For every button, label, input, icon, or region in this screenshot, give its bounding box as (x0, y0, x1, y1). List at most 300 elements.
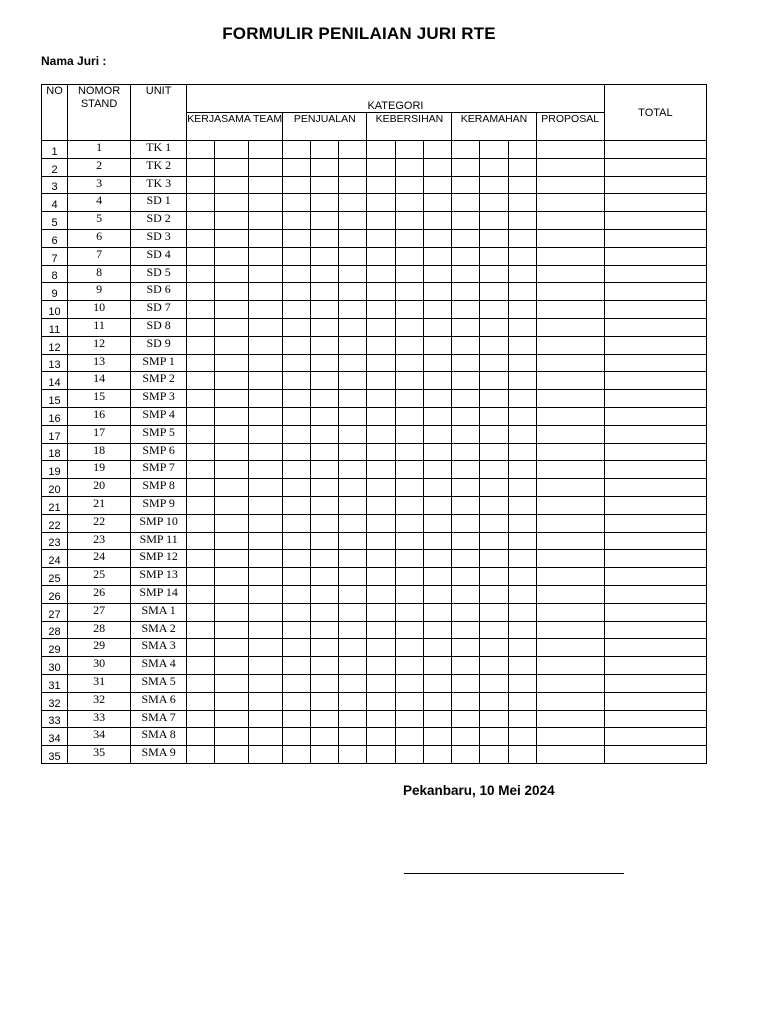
score-cell[interactable] (396, 496, 424, 514)
score-cell[interactable] (249, 301, 283, 319)
score-cell[interactable] (424, 141, 452, 159)
score-cell[interactable] (480, 746, 508, 764)
score-cell[interactable] (536, 639, 604, 657)
score-cell[interactable] (424, 674, 452, 692)
score-cell[interactable] (424, 550, 452, 568)
score-cell[interactable] (536, 301, 604, 319)
score-cell[interactable] (283, 710, 311, 728)
score-cell[interactable] (249, 390, 283, 408)
score-cell[interactable] (311, 336, 339, 354)
score-cell[interactable] (480, 390, 508, 408)
score-cell[interactable] (480, 141, 508, 159)
total-cell[interactable] (604, 283, 706, 301)
score-cell[interactable] (311, 479, 339, 497)
score-cell[interactable] (311, 283, 339, 301)
score-cell[interactable] (396, 301, 424, 319)
score-cell[interactable] (215, 158, 249, 176)
score-cell[interactable] (215, 746, 249, 764)
score-cell[interactable] (311, 621, 339, 639)
score-cell[interactable] (396, 621, 424, 639)
score-cell[interactable] (396, 746, 424, 764)
score-cell[interactable] (339, 443, 367, 461)
score-cell[interactable] (452, 568, 480, 586)
score-cell[interactable] (283, 621, 311, 639)
score-cell[interactable] (452, 283, 480, 301)
score-cell[interactable] (508, 585, 536, 603)
score-cell[interactable] (452, 372, 480, 390)
score-cell[interactable] (311, 461, 339, 479)
total-cell[interactable] (604, 301, 706, 319)
score-cell[interactable] (367, 728, 396, 746)
score-cell[interactable] (424, 443, 452, 461)
score-cell[interactable] (367, 336, 396, 354)
score-cell[interactable] (187, 550, 215, 568)
score-cell[interactable] (508, 496, 536, 514)
total-cell[interactable] (604, 194, 706, 212)
score-cell[interactable] (396, 639, 424, 657)
score-cell[interactable] (215, 176, 249, 194)
score-cell[interactable] (215, 141, 249, 159)
score-cell[interactable] (508, 265, 536, 283)
score-cell[interactable] (536, 585, 604, 603)
score-cell[interactable] (424, 479, 452, 497)
score-cell[interactable] (339, 746, 367, 764)
score-cell[interactable] (452, 461, 480, 479)
score-cell[interactable] (452, 301, 480, 319)
score-cell[interactable] (339, 603, 367, 621)
score-cell[interactable] (396, 318, 424, 336)
score-cell[interactable] (536, 318, 604, 336)
score-cell[interactable] (249, 479, 283, 497)
score-cell[interactable] (480, 194, 508, 212)
score-cell[interactable] (283, 229, 311, 247)
score-cell[interactable] (367, 283, 396, 301)
score-cell[interactable] (283, 425, 311, 443)
score-cell[interactable] (187, 479, 215, 497)
total-cell[interactable] (604, 692, 706, 710)
score-cell[interactable] (249, 318, 283, 336)
score-cell[interactable] (215, 728, 249, 746)
score-cell[interactable] (187, 390, 215, 408)
score-cell[interactable] (215, 283, 249, 301)
score-cell[interactable] (249, 621, 283, 639)
score-cell[interactable] (424, 639, 452, 657)
total-cell[interactable] (604, 425, 706, 443)
score-cell[interactable] (508, 336, 536, 354)
score-cell[interactable] (367, 229, 396, 247)
score-cell[interactable] (424, 728, 452, 746)
score-cell[interactable] (283, 746, 311, 764)
score-cell[interactable] (311, 265, 339, 283)
score-cell[interactable] (339, 728, 367, 746)
score-cell[interactable] (367, 372, 396, 390)
score-cell[interactable] (367, 657, 396, 675)
score-cell[interactable] (536, 479, 604, 497)
score-cell[interactable] (424, 176, 452, 194)
score-cell[interactable] (215, 265, 249, 283)
score-cell[interactable] (536, 425, 604, 443)
score-cell[interactable] (311, 141, 339, 159)
score-cell[interactable] (187, 585, 215, 603)
score-cell[interactable] (452, 425, 480, 443)
score-cell[interactable] (249, 158, 283, 176)
score-cell[interactable] (249, 212, 283, 230)
score-cell[interactable] (396, 674, 424, 692)
score-cell[interactable] (367, 390, 396, 408)
score-cell[interactable] (187, 657, 215, 675)
score-cell[interactable] (508, 443, 536, 461)
score-cell[interactable] (424, 692, 452, 710)
score-cell[interactable] (283, 372, 311, 390)
score-cell[interactable] (249, 568, 283, 586)
score-cell[interactable] (424, 318, 452, 336)
score-cell[interactable] (508, 639, 536, 657)
score-cell[interactable] (508, 550, 536, 568)
score-cell[interactable] (367, 176, 396, 194)
score-cell[interactable] (311, 407, 339, 425)
score-cell[interactable] (339, 407, 367, 425)
score-cell[interactable] (339, 532, 367, 550)
score-cell[interactable] (367, 443, 396, 461)
score-cell[interactable] (452, 354, 480, 372)
score-cell[interactable] (536, 354, 604, 372)
score-cell[interactable] (311, 301, 339, 319)
score-cell[interactable] (508, 621, 536, 639)
score-cell[interactable] (215, 496, 249, 514)
score-cell[interactable] (249, 674, 283, 692)
score-cell[interactable] (283, 728, 311, 746)
score-cell[interactable] (283, 407, 311, 425)
score-cell[interactable] (424, 372, 452, 390)
score-cell[interactable] (480, 354, 508, 372)
score-cell[interactable] (536, 158, 604, 176)
score-cell[interactable] (452, 229, 480, 247)
score-cell[interactable] (424, 265, 452, 283)
score-cell[interactable] (187, 372, 215, 390)
score-cell[interactable] (215, 194, 249, 212)
total-cell[interactable] (604, 318, 706, 336)
score-cell[interactable] (339, 283, 367, 301)
score-cell[interactable] (508, 532, 536, 550)
score-cell[interactable] (311, 692, 339, 710)
score-cell[interactable] (508, 461, 536, 479)
score-cell[interactable] (187, 158, 215, 176)
score-cell[interactable] (367, 496, 396, 514)
score-cell[interactable] (396, 283, 424, 301)
score-cell[interactable] (480, 176, 508, 194)
score-cell[interactable] (480, 728, 508, 746)
score-cell[interactable] (508, 318, 536, 336)
score-cell[interactable] (424, 194, 452, 212)
score-cell[interactable] (339, 585, 367, 603)
total-cell[interactable] (604, 603, 706, 621)
score-cell[interactable] (396, 407, 424, 425)
score-cell[interactable] (283, 318, 311, 336)
score-cell[interactable] (508, 390, 536, 408)
score-cell[interactable] (187, 229, 215, 247)
score-cell[interactable] (311, 603, 339, 621)
score-cell[interactable] (215, 479, 249, 497)
score-cell[interactable] (452, 141, 480, 159)
score-cell[interactable] (339, 301, 367, 319)
score-cell[interactable] (452, 158, 480, 176)
score-cell[interactable] (508, 158, 536, 176)
total-cell[interactable] (604, 372, 706, 390)
score-cell[interactable] (480, 657, 508, 675)
score-cell[interactable] (215, 710, 249, 728)
score-cell[interactable] (452, 532, 480, 550)
score-cell[interactable] (396, 336, 424, 354)
score-cell[interactable] (283, 212, 311, 230)
score-cell[interactable] (187, 674, 215, 692)
score-cell[interactable] (283, 247, 311, 265)
score-cell[interactable] (311, 390, 339, 408)
score-cell[interactable] (311, 247, 339, 265)
score-cell[interactable] (452, 390, 480, 408)
score-cell[interactable] (311, 443, 339, 461)
score-cell[interactable] (339, 425, 367, 443)
total-cell[interactable] (604, 496, 706, 514)
score-cell[interactable] (396, 550, 424, 568)
score-cell[interactable] (396, 229, 424, 247)
score-cell[interactable] (396, 176, 424, 194)
score-cell[interactable] (187, 728, 215, 746)
score-cell[interactable] (187, 194, 215, 212)
score-cell[interactable] (367, 425, 396, 443)
total-cell[interactable] (604, 461, 706, 479)
score-cell[interactable] (283, 532, 311, 550)
score-cell[interactable] (396, 425, 424, 443)
score-cell[interactable] (187, 301, 215, 319)
total-cell[interactable] (604, 746, 706, 764)
score-cell[interactable] (249, 532, 283, 550)
score-cell[interactable] (283, 194, 311, 212)
score-cell[interactable] (424, 247, 452, 265)
score-cell[interactable] (215, 603, 249, 621)
total-cell[interactable] (604, 354, 706, 372)
score-cell[interactable] (339, 479, 367, 497)
score-cell[interactable] (187, 496, 215, 514)
score-cell[interactable] (283, 301, 311, 319)
score-cell[interactable] (536, 141, 604, 159)
score-cell[interactable] (452, 657, 480, 675)
score-cell[interactable] (187, 746, 215, 764)
score-cell[interactable] (283, 141, 311, 159)
score-cell[interactable] (215, 407, 249, 425)
score-cell[interactable] (367, 674, 396, 692)
score-cell[interactable] (396, 514, 424, 532)
score-cell[interactable] (508, 425, 536, 443)
score-cell[interactable] (249, 336, 283, 354)
score-cell[interactable] (283, 461, 311, 479)
score-cell[interactable] (215, 461, 249, 479)
score-cell[interactable] (536, 372, 604, 390)
total-cell[interactable] (604, 639, 706, 657)
score-cell[interactable] (508, 710, 536, 728)
score-cell[interactable] (249, 194, 283, 212)
score-cell[interactable] (311, 657, 339, 675)
score-cell[interactable] (480, 532, 508, 550)
score-cell[interactable] (311, 158, 339, 176)
score-cell[interactable] (249, 639, 283, 657)
score-cell[interactable] (215, 621, 249, 639)
score-cell[interactable] (396, 265, 424, 283)
score-cell[interactable] (215, 692, 249, 710)
score-cell[interactable] (508, 141, 536, 159)
score-cell[interactable] (536, 229, 604, 247)
score-cell[interactable] (396, 461, 424, 479)
score-cell[interactable] (339, 354, 367, 372)
score-cell[interactable] (339, 514, 367, 532)
score-cell[interactable] (339, 710, 367, 728)
score-cell[interactable] (536, 265, 604, 283)
total-cell[interactable] (604, 265, 706, 283)
score-cell[interactable] (187, 265, 215, 283)
score-cell[interactable] (283, 639, 311, 657)
score-cell[interactable] (452, 265, 480, 283)
score-cell[interactable] (424, 354, 452, 372)
score-cell[interactable] (215, 532, 249, 550)
score-cell[interactable] (424, 514, 452, 532)
score-cell[interactable] (508, 568, 536, 586)
score-cell[interactable] (283, 657, 311, 675)
score-cell[interactable] (424, 621, 452, 639)
score-cell[interactable] (283, 390, 311, 408)
score-cell[interactable] (339, 621, 367, 639)
score-cell[interactable] (215, 229, 249, 247)
score-cell[interactable] (283, 496, 311, 514)
score-cell[interactable] (311, 176, 339, 194)
score-cell[interactable] (536, 194, 604, 212)
score-cell[interactable] (452, 247, 480, 265)
score-cell[interactable] (187, 443, 215, 461)
score-cell[interactable] (283, 479, 311, 497)
score-cell[interactable] (249, 372, 283, 390)
score-cell[interactable] (187, 639, 215, 657)
score-cell[interactable] (452, 692, 480, 710)
score-cell[interactable] (424, 496, 452, 514)
score-cell[interactable] (480, 621, 508, 639)
score-cell[interactable] (249, 265, 283, 283)
score-cell[interactable] (424, 746, 452, 764)
score-cell[interactable] (480, 550, 508, 568)
score-cell[interactable] (508, 229, 536, 247)
score-cell[interactable] (536, 390, 604, 408)
score-cell[interactable] (283, 265, 311, 283)
score-cell[interactable] (536, 692, 604, 710)
score-cell[interactable] (452, 585, 480, 603)
score-cell[interactable] (396, 390, 424, 408)
score-cell[interactable] (452, 176, 480, 194)
score-cell[interactable] (424, 301, 452, 319)
score-cell[interactable] (339, 141, 367, 159)
score-cell[interactable] (283, 336, 311, 354)
score-cell[interactable] (536, 443, 604, 461)
total-cell[interactable] (604, 621, 706, 639)
score-cell[interactable] (424, 603, 452, 621)
score-cell[interactable] (480, 692, 508, 710)
score-cell[interactable] (339, 336, 367, 354)
score-cell[interactable] (339, 461, 367, 479)
total-cell[interactable] (604, 176, 706, 194)
score-cell[interactable] (215, 639, 249, 657)
total-cell[interactable] (604, 407, 706, 425)
score-cell[interactable] (339, 212, 367, 230)
score-cell[interactable] (187, 603, 215, 621)
score-cell[interactable] (508, 247, 536, 265)
score-cell[interactable] (187, 621, 215, 639)
score-cell[interactable] (215, 212, 249, 230)
score-cell[interactable] (367, 212, 396, 230)
score-cell[interactable] (536, 407, 604, 425)
score-cell[interactable] (311, 372, 339, 390)
score-cell[interactable] (367, 746, 396, 764)
score-cell[interactable] (536, 728, 604, 746)
score-cell[interactable] (215, 247, 249, 265)
total-cell[interactable] (604, 158, 706, 176)
score-cell[interactable] (367, 301, 396, 319)
score-cell[interactable] (480, 603, 508, 621)
score-cell[interactable] (424, 229, 452, 247)
score-cell[interactable] (480, 247, 508, 265)
score-cell[interactable] (367, 479, 396, 497)
score-cell[interactable] (249, 141, 283, 159)
score-cell[interactable] (480, 443, 508, 461)
score-cell[interactable] (339, 657, 367, 675)
total-cell[interactable] (604, 247, 706, 265)
score-cell[interactable] (508, 283, 536, 301)
score-cell[interactable] (396, 372, 424, 390)
score-cell[interactable] (480, 283, 508, 301)
score-cell[interactable] (249, 514, 283, 532)
score-cell[interactable] (339, 265, 367, 283)
score-cell[interactable] (339, 158, 367, 176)
score-cell[interactable] (187, 141, 215, 159)
score-cell[interactable] (480, 425, 508, 443)
score-cell[interactable] (215, 550, 249, 568)
total-cell[interactable] (604, 514, 706, 532)
score-cell[interactable] (508, 674, 536, 692)
score-cell[interactable] (452, 639, 480, 657)
score-cell[interactable] (187, 283, 215, 301)
score-cell[interactable] (424, 568, 452, 586)
score-cell[interactable] (452, 212, 480, 230)
score-cell[interactable] (452, 496, 480, 514)
score-cell[interactable] (283, 158, 311, 176)
score-cell[interactable] (283, 443, 311, 461)
score-cell[interactable] (452, 194, 480, 212)
score-cell[interactable] (187, 425, 215, 443)
score-cell[interactable] (452, 746, 480, 764)
total-cell[interactable] (604, 568, 706, 586)
total-cell[interactable] (604, 141, 706, 159)
score-cell[interactable] (367, 568, 396, 586)
score-cell[interactable] (339, 639, 367, 657)
score-cell[interactable] (508, 479, 536, 497)
score-cell[interactable] (311, 425, 339, 443)
score-cell[interactable] (215, 514, 249, 532)
score-cell[interactable] (187, 461, 215, 479)
score-cell[interactable] (283, 550, 311, 568)
score-cell[interactable] (367, 141, 396, 159)
score-cell[interactable] (480, 407, 508, 425)
score-cell[interactable] (396, 443, 424, 461)
score-cell[interactable] (283, 692, 311, 710)
score-cell[interactable] (480, 479, 508, 497)
score-cell[interactable] (424, 532, 452, 550)
score-cell[interactable] (311, 496, 339, 514)
score-cell[interactable] (283, 674, 311, 692)
